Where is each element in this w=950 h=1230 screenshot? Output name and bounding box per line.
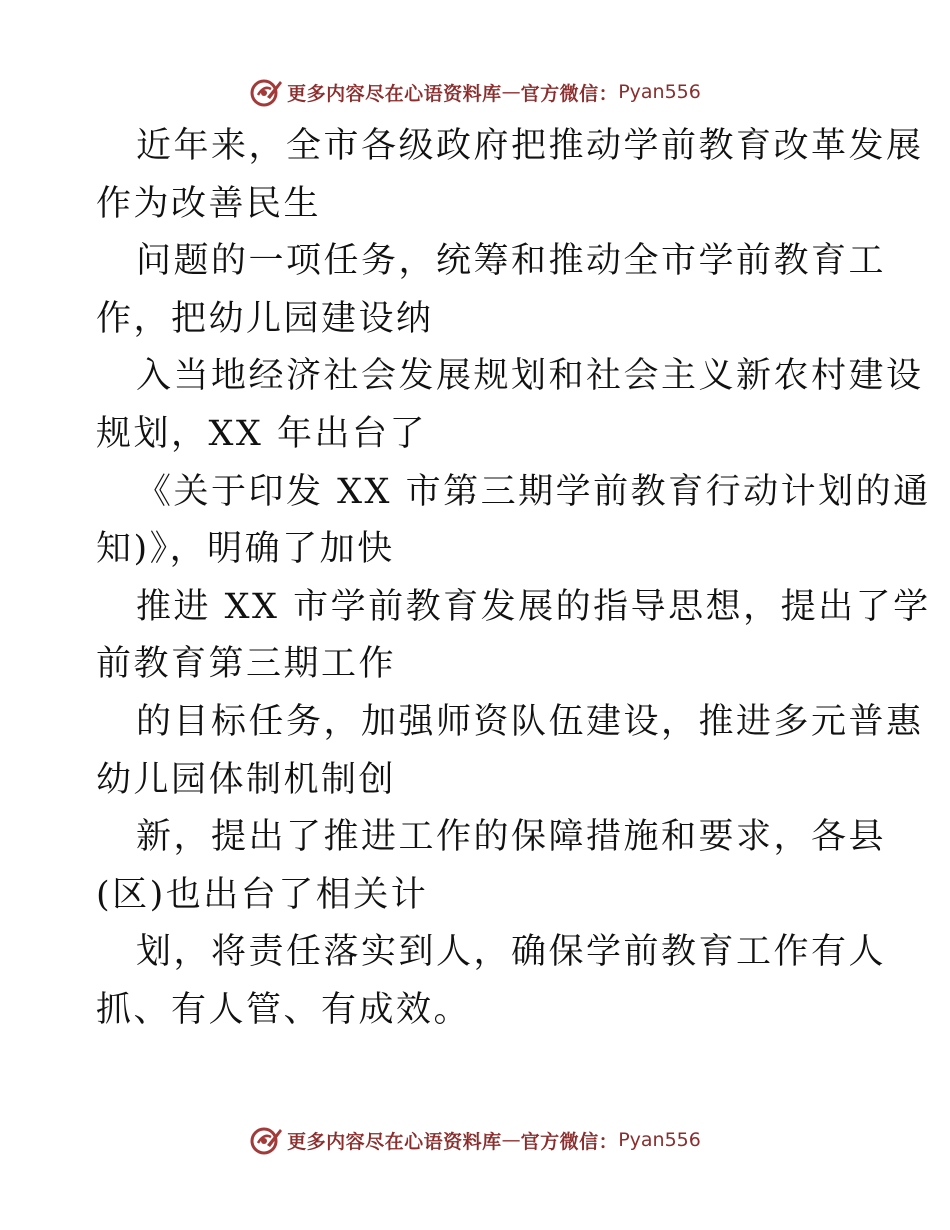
watermark-separator: — bbox=[501, 1129, 521, 1151]
body-line: 抓、有人管、有成效。 bbox=[96, 989, 472, 1030]
body-line: 知)》，明确了加快 bbox=[96, 529, 395, 570]
footer-watermark bbox=[0, 1120, 950, 1160]
body-line: (区)也出台了相关计 bbox=[96, 874, 429, 915]
pen-logo-icon bbox=[249, 75, 283, 109]
watermark-wechat-id: Pyan556 bbox=[618, 1129, 701, 1151]
watermark-wechat-label: 官方微信： bbox=[520, 1130, 619, 1153]
body-line: 推进 XX 市学前教育发展的指导思想，提出了学 bbox=[136, 586, 931, 627]
watermark-separator: — bbox=[501, 81, 521, 103]
body-line: 作为改善民生 bbox=[96, 183, 322, 224]
watermark-wechat-id: Pyan556 bbox=[618, 81, 701, 103]
header-watermark bbox=[0, 72, 950, 112]
pen-logo-icon bbox=[249, 1123, 283, 1157]
body-line: 作，把幼儿园建设纳 bbox=[96, 298, 434, 339]
body-line: 前教育第三期工作 bbox=[96, 644, 397, 685]
watermark-wechat-label: 官方微信： bbox=[520, 82, 619, 105]
body-line: 规划，XX 年出台了 bbox=[96, 413, 427, 454]
body-line: 划，将责任落实到人，确保学前教育工作有人 bbox=[136, 932, 887, 973]
body-line: 的目标任务，加强师资队伍建设，推进多元普惠 bbox=[136, 701, 924, 742]
body-line: 近年来，全市各级政府把推动学前教育改革发展 bbox=[136, 126, 924, 166]
document-body bbox=[96, 118, 931, 1040]
body-line: 入当地经济社会发展规划和社会主义新农村建设 bbox=[136, 356, 924, 397]
body-line: 新，提出了推进工作的保障措施和要求，各县 bbox=[136, 817, 887, 858]
watermark-text: 更多内容尽在心语资料库 bbox=[287, 82, 502, 105]
watermark-text: 更多内容尽在心语资料库 bbox=[287, 1130, 502, 1153]
body-line: 《关于印发 XX 市第三期学前教育行动计划的通 bbox=[136, 471, 931, 512]
body-line: 幼儿园体制机制创 bbox=[96, 759, 397, 800]
body-line: 问题的一项任务，统筹和推动全市学前教育工 bbox=[136, 241, 887, 282]
